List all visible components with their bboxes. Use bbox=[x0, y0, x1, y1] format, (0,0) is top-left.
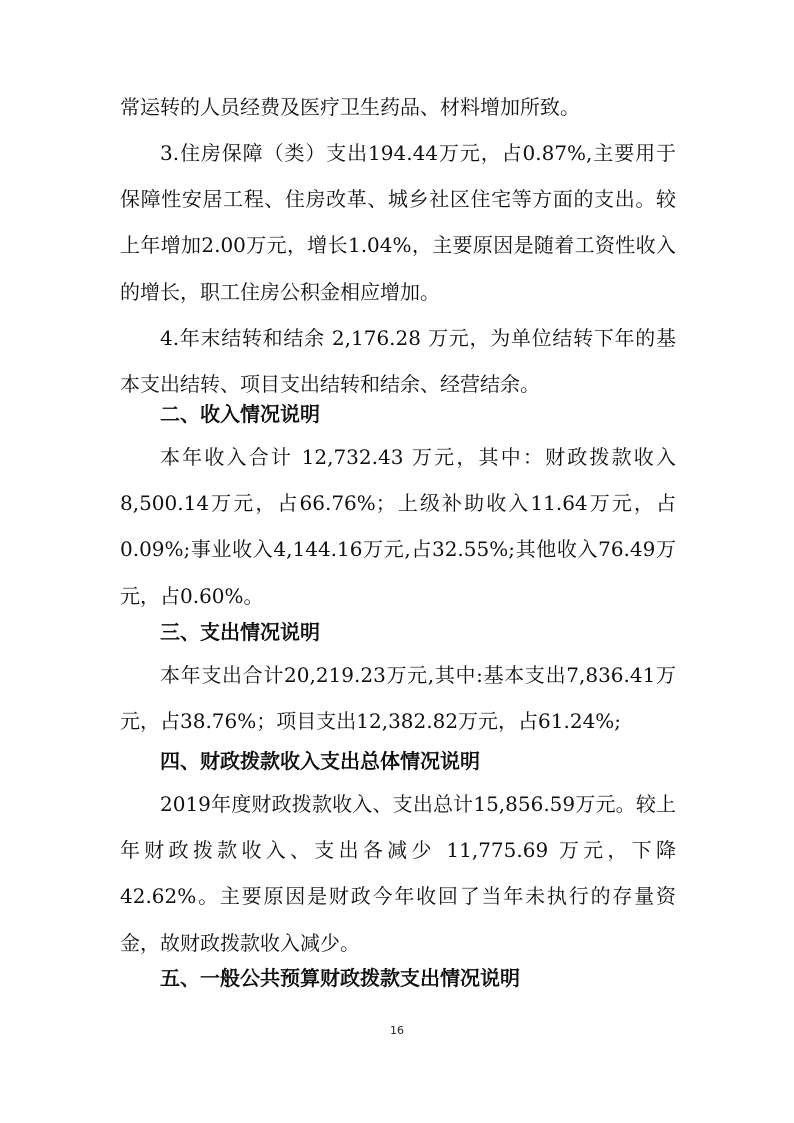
paragraph-year-end-balance: 4.年末结转和结余 2,176.28 万元，为单位结转下年的基本支出结转、项目支出结转和结余、经营结余。 bbox=[120, 326, 676, 397]
paragraph-income: 本年收入合计 12,732.43 万元，其中：财政拨款收入8,500.14万元，占66.76%；上级补助收入11.64万元，占0.09%;事业收入4,144.16万元,占32.55%;其他收入76.49万元，占0.60%。 bbox=[120, 445, 676, 608]
heading-general-budget: 五、一般公共预算财政拨款支出情况说明 bbox=[160, 966, 520, 990]
heading-income: 二、收入情况说明 bbox=[160, 402, 320, 426]
paragraph-continuation: 常运转的人员经费及医疗卫生药品、材料增加所致。 bbox=[120, 95, 580, 119]
paragraph-fiscal-appropriation: 2019年度财政拨款收入、支出总计15,856.59万元。较上年财政拨款收入、支出各减少 11,775.69 万元，下降42.62%。主要原因是财政今年收回了当年未执行的存量资金，故财政拨款收入减少。 bbox=[120, 792, 676, 955]
heading-fiscal-appropriation: 四、财政拨款收入支出总体情况说明 bbox=[160, 749, 480, 773]
paragraph-expenditure: 本年支出合计20,219.23万元,其中:基本支出7,836.41万元，占38.76%；项目支出12,382.82万元，占61.24%; bbox=[120, 663, 676, 734]
page-number: 16 bbox=[390, 1024, 404, 1037]
heading-expenditure: 三、支出情况说明 bbox=[160, 620, 320, 644]
paragraph-housing-expenditure: 3.住房保障（类）支出194.44万元，占0.87%,主要用于保障性安居工程、住房改革、城乡社区住宅等方面的支出。较上年增加2.00万元，增长1.04%，主要原因是随着工资性收入的增长，职工住房公积金相应增加。 bbox=[120, 141, 676, 304]
